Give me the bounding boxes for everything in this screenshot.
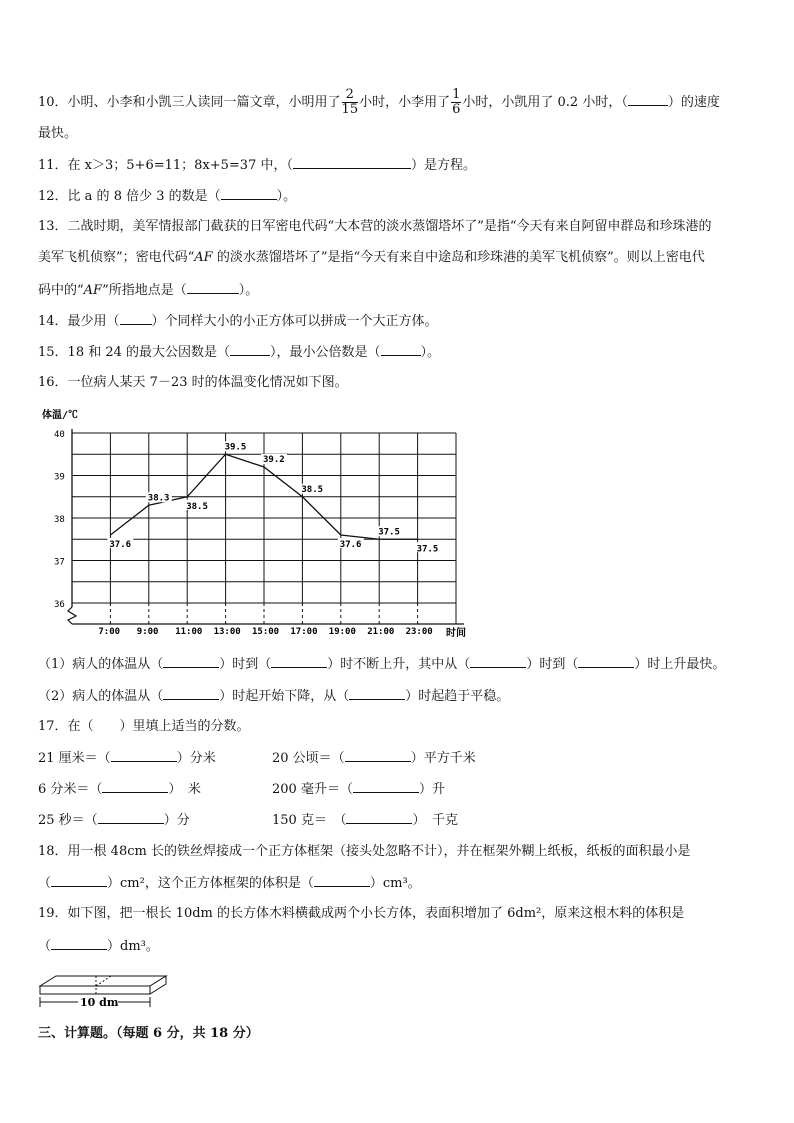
question-14: 14．最少用（ ）个同样大小的小正方体可以拼成一个大正方体。 — [38, 314, 438, 329]
question-13-line2: 美军飞机侦察”；密电代码“AF 的淡水蒸馏塔坏了”是指“今天有来自中途岛和珍珠港的美军飞机侦察”。则以上密电代 — [38, 250, 705, 265]
conversion-item-6: 150 克＝ （ ） 千克 — [272, 813, 458, 828]
answer-blank[interactable] — [163, 656, 219, 668]
conversion-item-2: 20 公顷＝（ ）平方千米 — [272, 751, 476, 766]
data-label: 37.6 — [339, 540, 362, 550]
question-13-line1: 13．二战时期，美军情报部门截获的日军密电代码“大本营的淡水蒸馏塔坏了”是指“今天有来自阿留申群岛和珍珠港的 — [38, 219, 712, 234]
chart-marks — [107, 441, 440, 554]
answer-blank[interactable] — [187, 282, 239, 294]
chart-axes — [54, 429, 464, 637]
answer-blank[interactable] — [51, 938, 107, 950]
question-15: 15．18 和 24 的最大公因数是（ ），最小公倍数是（ ）。 — [38, 345, 441, 360]
data-label: 38.3 — [147, 493, 170, 504]
data-label: 37.5 — [378, 527, 400, 538]
question-18-line1: 18．用一根 48cm 长的铁丝焊接成一个正方体框架（接头处忽略不计），并在框架外糊上纸板，纸板的面积最小是 — [38, 844, 691, 859]
x-tick-label: 13:00 — [213, 627, 241, 637]
temperature-chart — [0, 402, 794, 652]
y-tick-label: 39 — [54, 472, 65, 483]
answer-blank[interactable] — [111, 750, 177, 762]
data-label: 39.5 — [224, 442, 247, 453]
section-3-heading: 三、计算题。（每题 6 分，共 18 分） — [38, 1026, 259, 1041]
y-tick-label: 38 — [54, 515, 65, 525]
question-10: 10．小明、小李和小凯三人读同一篇文章，小明用了 $\frac{2}{15}$ 小时，小李用了 $\frac{1}{6}$ 小时，小凯用了 0.2 小时，（ ）的速度 — [38, 87, 720, 117]
question-19-line1: 19．如下图，把一根长 10dm 的长方体木料横截成两个小长方体，表面积增加了 6dm²，原来这根木料的体积是 — [38, 906, 685, 921]
answer-blank[interactable] — [349, 688, 405, 700]
answer-blank[interactable] — [628, 94, 668, 106]
conversion-item-4: 200 毫升＝（ ）升 — [272, 782, 445, 797]
answer-blank[interactable] — [230, 344, 270, 356]
question-10-line2: 最快。 — [38, 126, 78, 141]
question-11: 11．在 x＞3；5+6=11；8x+5=37 中，（ ）是方程。 — [38, 158, 476, 173]
data-label: 37.5 — [416, 544, 439, 555]
question-12: 12．比 a 的 8 倍少 3 的数是（ ）。 — [38, 189, 297, 204]
data-label: 39.2 — [263, 455, 285, 465]
answer-blank[interactable] — [271, 656, 327, 668]
answer-blank[interactable] — [98, 812, 164, 824]
data-label: 38.5 — [186, 501, 208, 512]
answer-blank[interactable] — [578, 656, 634, 668]
question-16: 16．一位病人某天 7－23 时的体温变化情况如下图。 — [38, 375, 348, 390]
block-front-face — [40, 986, 150, 994]
conversion-item-1: 21 厘米＝（ ）分米 — [38, 751, 216, 766]
x-tick-label: 19:00 — [328, 627, 356, 637]
answer-blank[interactable] — [120, 313, 152, 325]
data-label: 38.5 — [301, 484, 324, 495]
x-tick-label: 23:00 — [405, 627, 433, 637]
wood-block-figure — [34, 968, 174, 1018]
answer-blank[interactable] — [314, 875, 370, 887]
question-18-line2: （ ）cm²，这个正方体框架的体积是（ ）cm³。 — [38, 876, 421, 891]
answer-blank[interactable] — [470, 656, 526, 668]
question-13-line3: 码中的“AF”所指地点是（ ）。 — [38, 283, 259, 298]
data-label: 37.6 — [109, 540, 132, 550]
x-tick-label: 17:00 — [290, 627, 318, 637]
answer-blank[interactable] — [221, 188, 277, 200]
answer-blank[interactable] — [293, 157, 411, 169]
answer-blank[interactable] — [353, 781, 419, 793]
x-axis-label: 时间 — [446, 628, 466, 639]
conversion-item-5: 25 秒＝（ ）分 — [38, 813, 190, 828]
answer-blank[interactable] — [51, 875, 107, 887]
x-tick-label: 11:00 — [175, 627, 203, 637]
answer-blank[interactable] — [102, 781, 168, 793]
answer-blank[interactable] — [163, 688, 219, 700]
x-tick-label: 7:00 — [98, 627, 121, 637]
x-tick-label: 9:00 — [136, 627, 159, 637]
fraction-2-15: $\frac{2}{15}$ — [341, 87, 359, 117]
answer-blank[interactable] — [381, 344, 421, 356]
answer-blank[interactable] — [346, 812, 412, 824]
answer-blank[interactable] — [345, 750, 411, 762]
axis-break-zigzag — [68, 607, 76, 624]
y-axis-label: 体温/℃ — [42, 410, 79, 421]
y-tick-label: 36 — [54, 600, 65, 610]
conversion-item-3: 6 分米＝（ ） 米 — [38, 782, 201, 797]
x-tick-label: 21:00 — [367, 627, 395, 637]
question-17: 17．在（ ）里填上适当的分数。 — [38, 719, 250, 734]
question-16-sub1: （1）病人的体温从（ ）时到（ ）时不断上升，其中从（ ）时到（ ）时上升最快。 — [38, 657, 726, 672]
question-16-sub2: （2）病人的体温从（ ）时起开始下降，从（ ）时起趋于平稳。 — [38, 689, 510, 704]
y-tick-label: 40 — [54, 430, 65, 440]
y-tick-label: 37 — [54, 557, 65, 568]
x-tick-label: 15:00 — [252, 627, 280, 637]
fraction-1-6: $\frac{1}{6}$ — [452, 87, 461, 117]
question-19-line2: （ ）dm³。 — [38, 939, 159, 954]
dimension-label: 10 dm — [80, 996, 119, 1009]
